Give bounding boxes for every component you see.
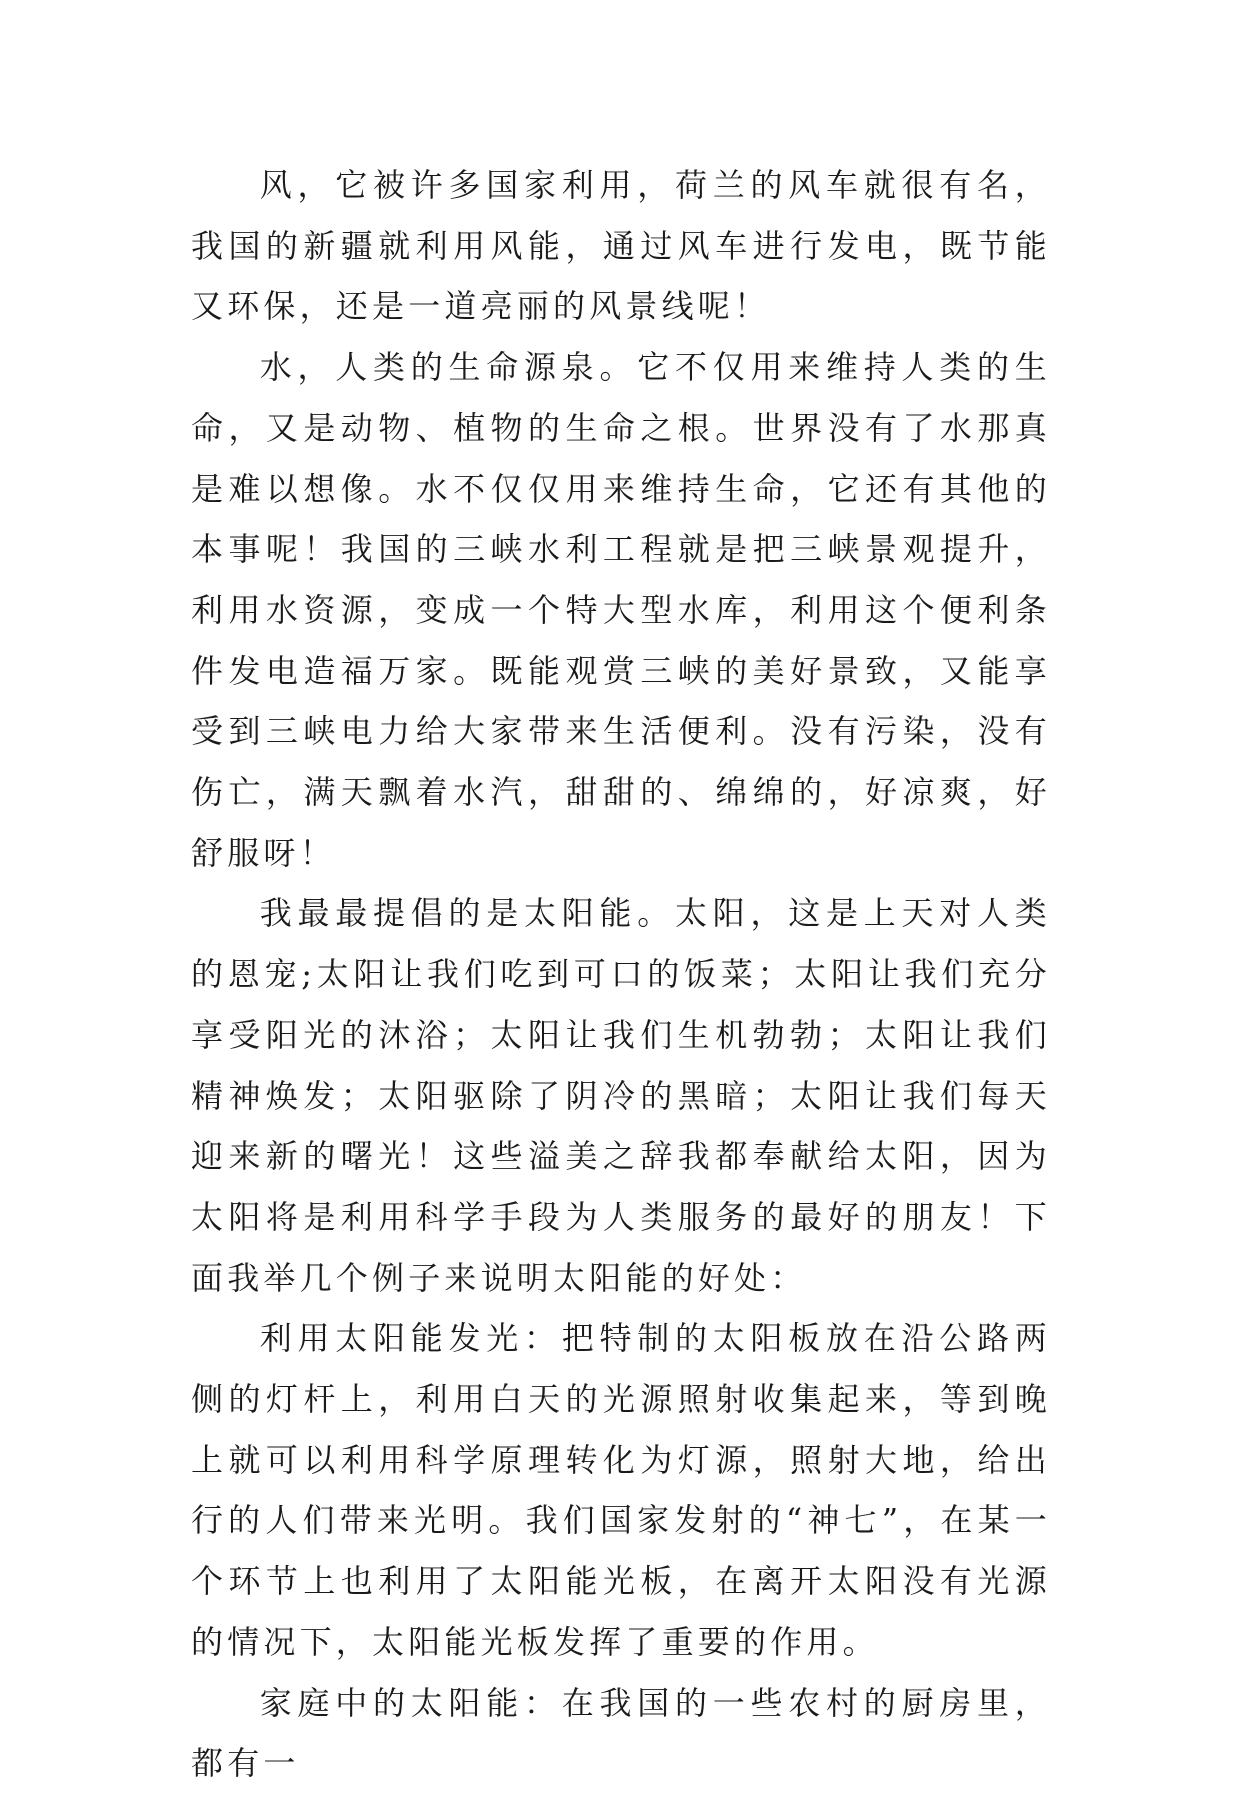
paragraph-solar-light: 利用太阳能发光：把特制的太阳板放在沿公路两侧的灯杆上，利用白天的光源照射收集起来，等到晚上就可以利用科学原理转化为灯源，照射大地，给出行的人们带来光明。我们国家发射的“神七”，在某一个环节上也利用了太阳能光板，在离开太阳没有光源的情况下，太阳能光板发挥了重要的作用。: [191, 1319, 1051, 1661]
paragraph-water: 水，人类的生命源泉。它不仅用来维持人类的生命，又是动物、植物的生命之根。世界没有了水那真是难以想像。水不仅仅用来维持生命，它还有其他的本事呢！我国的三峡水利工程就是把三峡景观提升，利用水资源，变成一个特大型水库，利用这个便利条件发电造福万家。既能观赏三峡的美好景致，又能享受到三峡电力给大家带来生活便利。没有污染，没有伤亡，满天飘着水汽，甜甜的、绵绵的，好凉爽，好舒服呀！: [191, 348, 1051, 872]
paragraph-solar-home: 家庭中的太阳能：在我国的一些农村的厨房里，都有一: [191, 1683, 1051, 1783]
paragraph-wind: 风，它被许多国家利用，荷兰的风车就很有名，我国的新疆就利用风能，通过风车进行发电，既节能又环保，还是一道亮丽的风景线呢！: [191, 166, 1051, 326]
paragraph-solar-intro: 我最最提倡的是太阳能。太阳，这是上天对人类的恩宠;太阳让我们吃到可口的饭菜；太阳让我们充分享受阳光的沐浴；太阳让我们生机勃勃；太阳让我们精神焕发；太阳驱除了阴冷的黑暗；太阳让我们每天迎来新的曙光！这些溢美之辞我都奉献给太阳，因为太阳将是利用科学手段为人类服务的最好的朋友！下面我举几个例子来说明太阳能的好处：: [191, 894, 1051, 1297]
body-text: [191, 155, 1051, 1794]
